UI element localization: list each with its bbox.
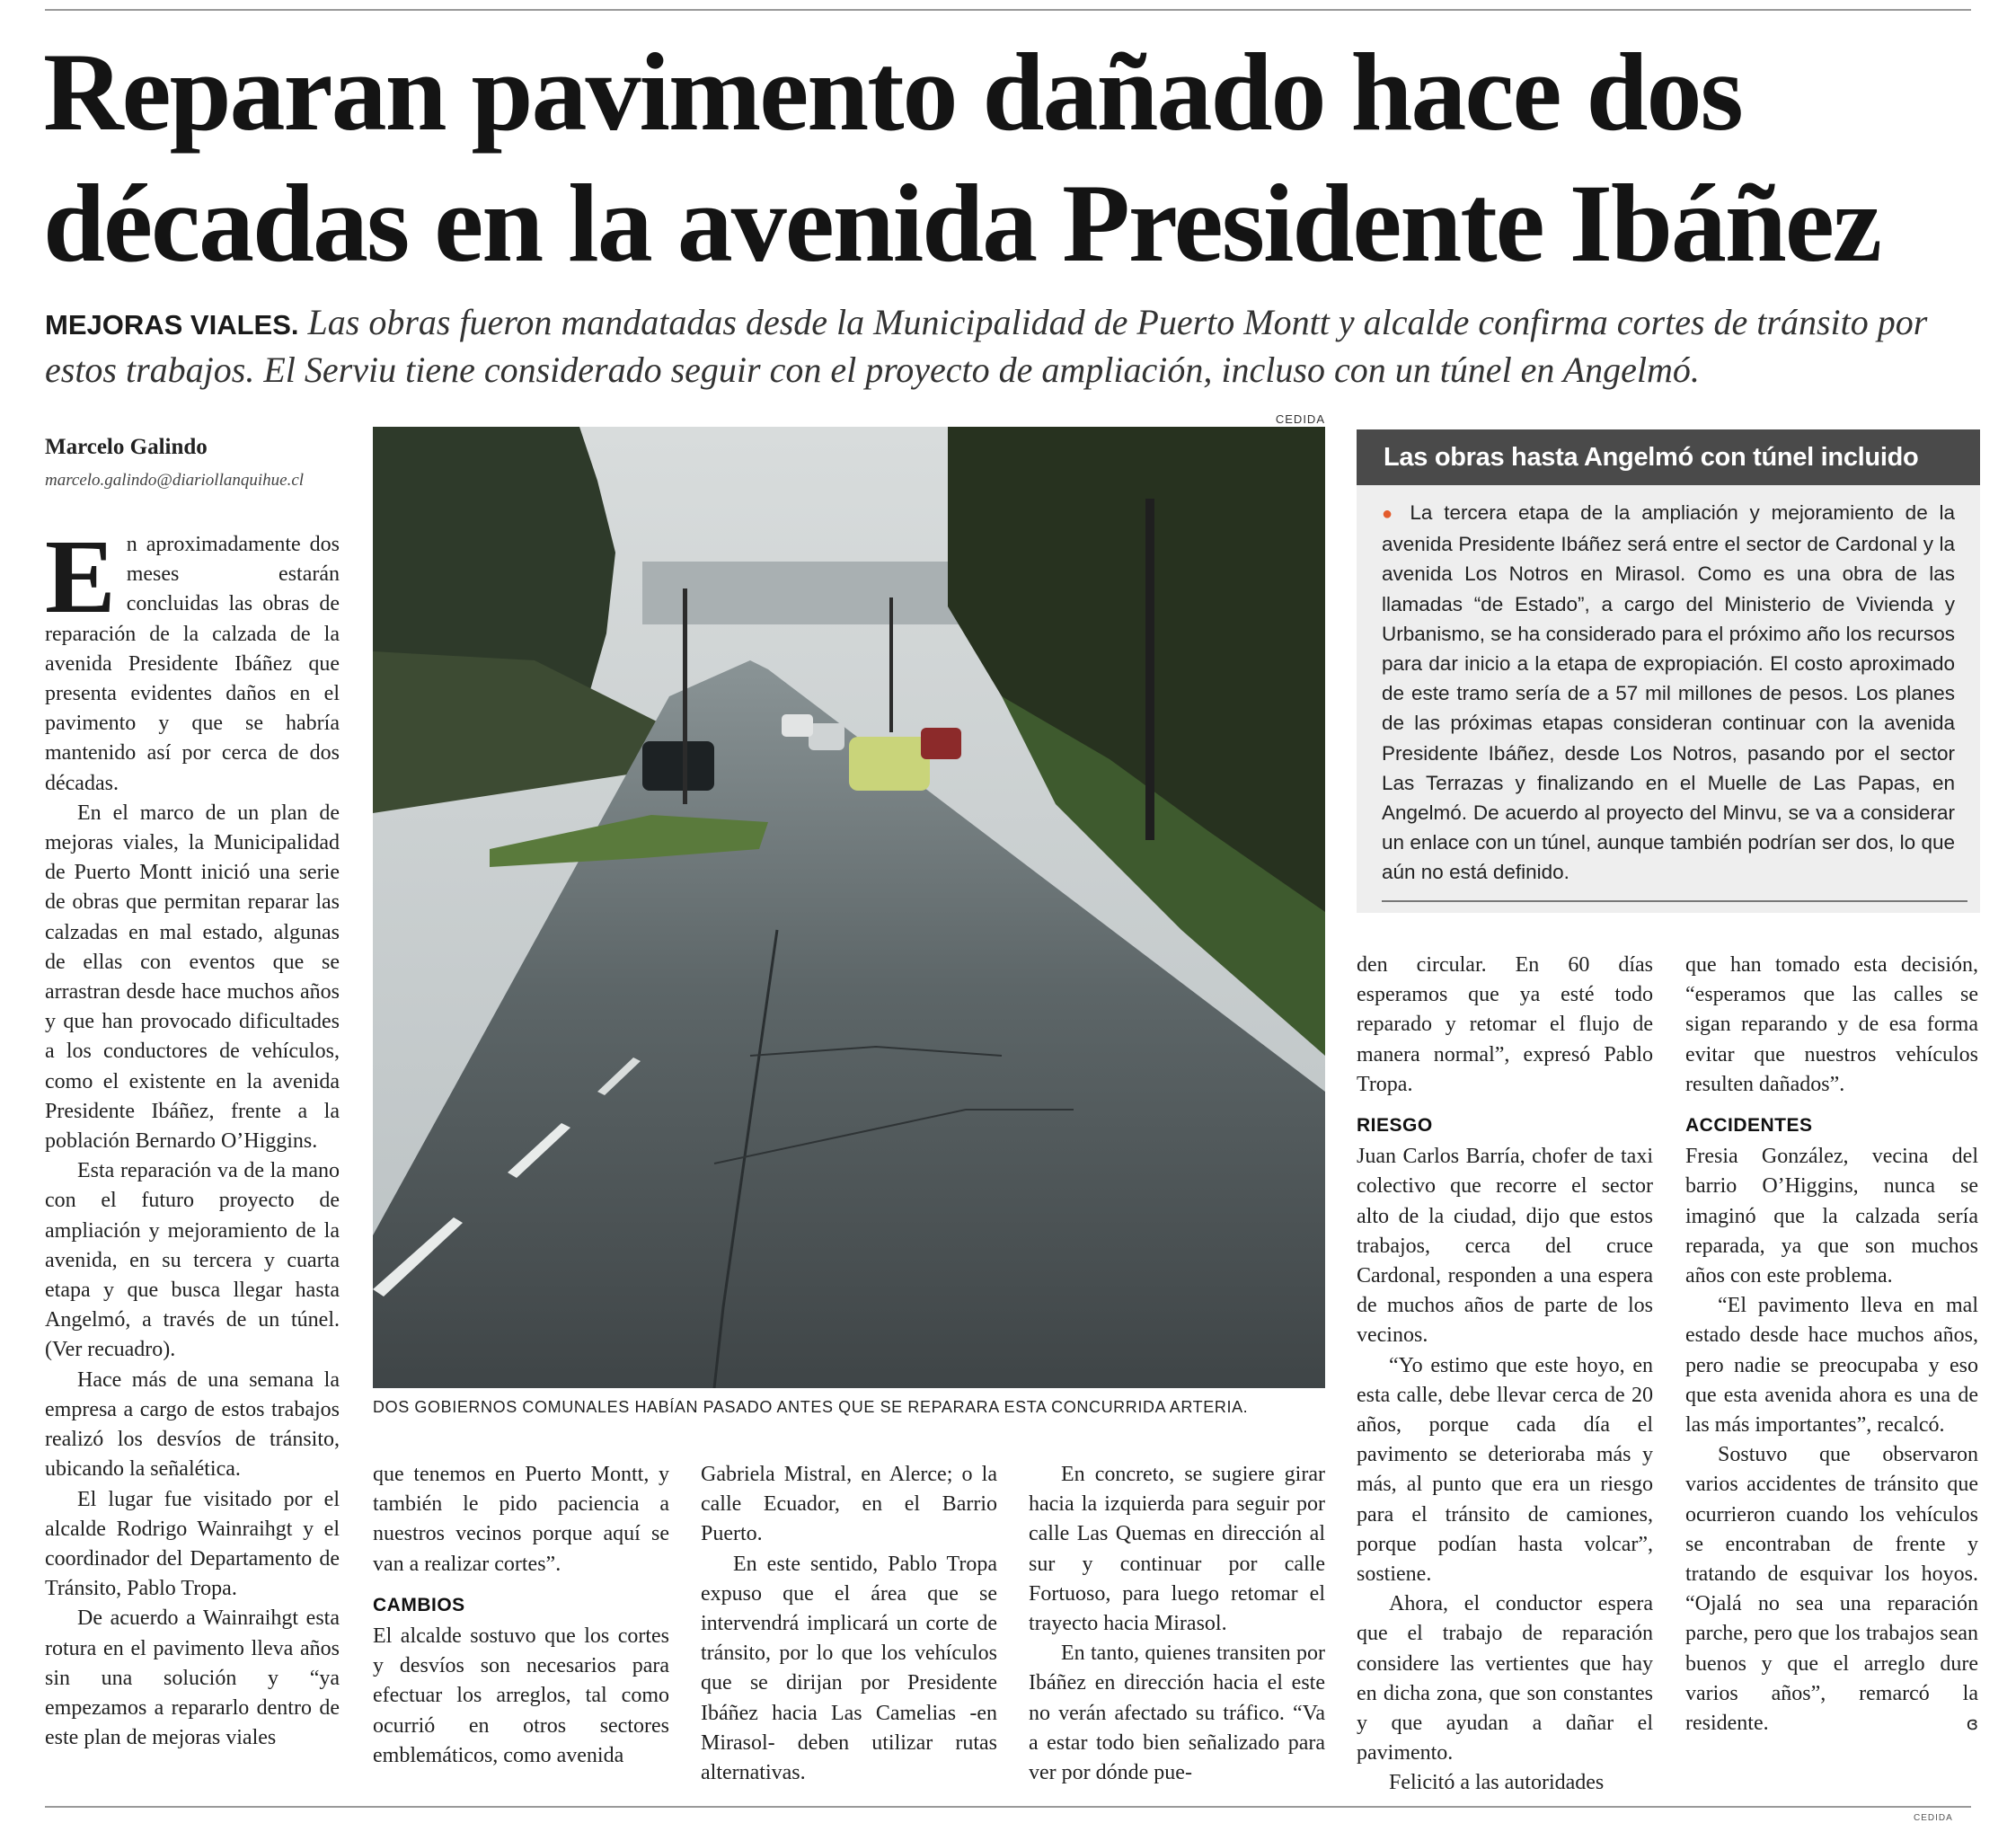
yellow-car <box>849 737 930 791</box>
deck-kicker: MEJORAS VIALES. <box>45 309 299 341</box>
column-6 <box>1685 951 1978 1739</box>
subhead-riesgo: RIESGO <box>1357 1115 1433 1137</box>
paragraph: En el marco de un plan de mejoras viales, la Municipalidad de Puerto Montt inició una serie de obras que permitan reparar las calzadas en mal estado, algunas de ellas con eventos que se arrastran desde hace muchos años y que han provocado dificultades a los conductores de vehículos, como el existente en la avenida Presidente Ibáñez, frente a la población Bernardo O’Higgins. <box>45 801 340 1154</box>
bullet-icon: ● <box>1382 504 1399 524</box>
paragraph: En concreto, se sugiere girar hacia la izquierda para seguir por calle Las Quemas en dirección al sur y continuar por calle Fortuoso, para luego retomar el trayecto hacia Mirasol. <box>1029 1463 1325 1636</box>
street-photo <box>373 427 1325 1388</box>
sidebar-rule <box>1382 900 1967 902</box>
paragraph: Felicitó a las autoridades <box>1389 1771 1605 1795</box>
byline <box>45 435 350 491</box>
photo-caption: DOS GOBIERNOS COMUNALES HABÍAN PASADO ANTES QUE SE REPARARA ESTA CONCURRIDA ARTERIA. <box>373 1398 1249 1416</box>
sidebar-body: ● La tercera etapa de la ampliación y mejoramiento de la avenida Presidente Ibáñez será entre el sector de Cardonal y la avenida Los Notros en Mirasol. Como es una obra de las llamadas “de Estado”, a cargo del Ministerio de Vivienda y Urbanismo, se ha considerado para el próximo año los recursos para dar inicio a la etapa de expropiación. El costo aproximado de este tramo sería de a 57 mil millones de pesos. Los planes de las próximas etapas consideran continuar con la avenida Presidente Ibáñez, desde Los Notros, pasando por el sector Las Terrazas y finalizando en el Muelle de Las Papas, en Angelmó. De acuerdo al proyecto del Minvu, se va a considerar un enlace con un túnel, aunque también podrían ser dos, lo que aún no está definido. <box>1382 501 1955 884</box>
deck-text: Las obras fueron mandatadas desde la Municipalidad de Puerto Montt y alcalde confirma cortes de tránsito por estos trabajos. El Serviu tiene considerado seguir con el proyecto de ampliación, incluso con un túnel en Angelmó. <box>45 302 1928 390</box>
column-1 <box>45 518 340 1753</box>
end-mark-icon: ɞ <box>1966 1712 1978 1735</box>
sidebar-box <box>1357 429 1980 913</box>
paragraph: El lugar fue visitado por el alcalde Rodrigo Wainraihgt y el coordinador del Departamento de Tránsito, Pablo Tropa. <box>45 1487 340 1601</box>
paragraph: Sostuvo que observaron varios accidentes de tránsito que ocurrieron cuando los vehículos se encontraban de frente y tratando de esquivar los hoyos. “Ojalá no sea una reparación parche, pero que los trabajos sean buenos y que el arreglo dure varios años”, remarcó la residente. ɞ <box>1685 1440 1978 1739</box>
paragraph: Ahora, el conductor espera que el trabajo de reparación considere las vertientes que hay en dicha zona, que son constantes y que ayudan a dañar el pavimento. <box>1357 1592 1653 1765</box>
author-name: Marcelo Galindo <box>45 435 208 459</box>
deck <box>45 300 1967 393</box>
column-2 <box>373 1460 669 1771</box>
paragraph: den circular. En 60 días esperamos que ya esté todo reparado y retomar el flujo de manera normal”, expresó Pablo Tropa. <box>1357 953 1653 1096</box>
paragraph: Gabriela Mistral, en Alerce; o la calle Ecuador, en el Barrio Puerto. <box>701 1463 997 1546</box>
drop-cap: E <box>45 518 116 635</box>
paragraph: En tanto, quienes transiten por Ibáñez en dirección hacia el este no verán afectado su tráfico. “Va a estar todo bien señalizado para ver por dónde pue- <box>1029 1642 1325 1785</box>
headline: Reparan pavimento dañado hace dos décadas en la avenida Presidente Ibáñez <box>43 31 1880 285</box>
subhead-cambios: CAMBIOS <box>373 1594 465 1615</box>
paragraph: que tenemos en Puerto Montt, y también le pido paciencia a nuestros vecinos porque aquí se van a realizar cortes”. <box>373 1463 669 1576</box>
dark-car <box>642 741 714 791</box>
paragraph: “Yo estimo que este hoyo, en esta calle, debe llevar cerca de 20 años, porque cada día el pavimento se deterioraba más y más, al punto que era un riesgo para el tránsito de camiones, porque podían hasta volcar”, sostiene. <box>1357 1353 1653 1587</box>
paragraph: Hace más de una semana la empresa a cargo de estos trabajos realizó los desvíos de tránsito, ubicando la señalética. <box>45 1367 340 1482</box>
paragraph: que han tomado esta decisión, “esperamos que las calles se sigan reparando y de esa forma evitar que nuestros vehículos resulten dañados”. <box>1685 953 1978 1096</box>
column-3 <box>701 1460 997 1788</box>
column-4 <box>1029 1460 1325 1788</box>
road-scene-image <box>373 427 1325 1388</box>
subhead-accidentes: ACCIDENTES <box>1685 1115 1813 1137</box>
paragraph: Juan Carlos Barría, chofer de taxi colectivo que recorre el sector alto de la ciudad, dijo que estos trabajos, cerca del cruce Cardonal, responden a una espera de muchos años de parte de los vecinos. <box>1357 1145 1653 1348</box>
red-car <box>921 728 961 759</box>
paragraph: “El pavimento lleva en mal estado desde hace muchos años, pero nadie se preocupaba y eso que esta avenida ahora es una de las más importantes”, recalcó. <box>1685 1294 1978 1438</box>
author-email[interactable]: marcelo.galindo@diariollanquihue.cl <box>45 471 305 490</box>
sidebar-title: Las obras hasta Angelmó con túnel incluido <box>1357 429 1980 485</box>
lead-paragraph: En aproximadamente dos meses estarán concluidas las obras de reparación de la calzada de la avenida Presidente Ibáñez que presenta evidentes daños en el pavimento y que se habría mantenido así por cerca de dos décadas. <box>45 518 340 795</box>
paragraph: El alcalde sostuvo que los cortes y desvíos son necesarios para efectuar los arreglos, tal como ocurrió en otros sectores emblemáticos, como avenida <box>373 1624 669 1767</box>
paragraph: Esta reparación va de la mano con el futuro proyecto de ampliación y mejoramiento de la avenida, en su tercera y cuarta etapa y que busca llegar hasta Angelmó, a través de un túnel. (Ver recuadro). <box>45 1159 340 1362</box>
column-5 <box>1357 951 1653 1799</box>
paragraph: En este sentido, Pablo Tropa expuso que el área que se intervendrá implicará un corte de tránsito, por lo que los vehículos que se dirijan por Presidente Ibáñez hacia Las Camelias -en Mirasol- deben utilizar rutas alternativas. <box>701 1552 997 1785</box>
bottom-rule <box>45 1806 1971 1808</box>
footer-credit: CEDIDA <box>1914 1813 1953 1823</box>
photo-credit: CEDIDA <box>1275 412 1325 426</box>
paragraph: Fresia González, vecina del barrio O’Higgins, nunca se imaginó que la calzada sería reparada, ya que son muchos años con este problema. <box>1685 1145 1978 1288</box>
paragraph: De acuerdo a Wainraihgt esta rotura en el pavimento lleva años sin una solución y “ya empezamos a repararlo dentro de este plan de mejoras viales <box>45 1606 340 1750</box>
top-rule <box>45 9 1971 11</box>
